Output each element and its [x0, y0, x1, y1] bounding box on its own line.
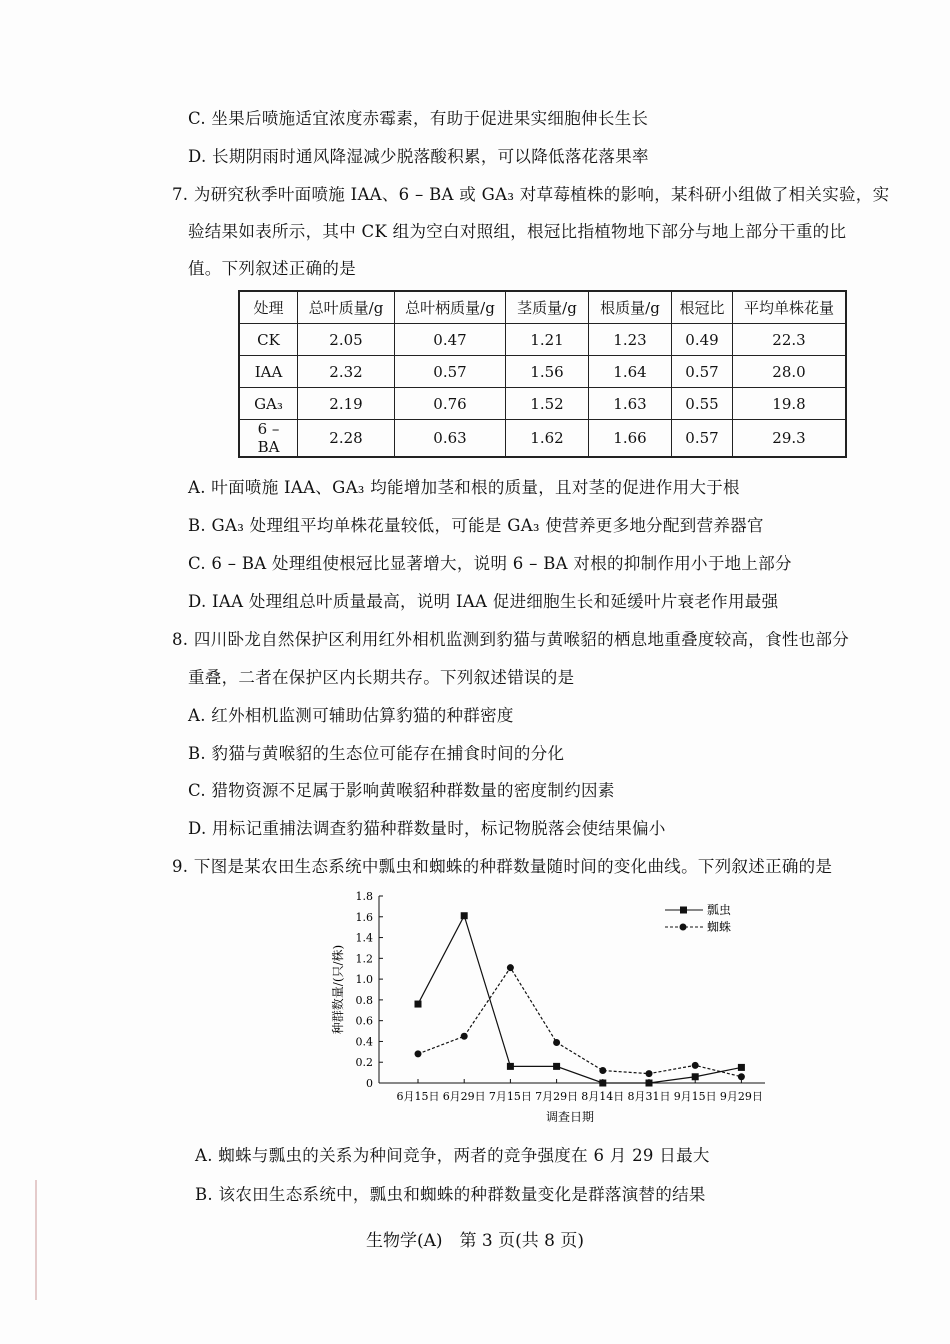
- table-cell: 0.49: [672, 324, 733, 356]
- th: 总叶柄质量/g: [395, 291, 506, 324]
- table-cell: GA₃: [239, 388, 298, 420]
- q8-option-c: C. 猎物资源不足属于影响黄喉貂种群数量的密度制约因素: [188, 781, 615, 800]
- data-point-circle: [738, 1073, 745, 1080]
- y-tick-label: 0.6: [355, 1014, 373, 1028]
- table-row: [239, 356, 846, 388]
- q7-stem-2: 验结果如表所示，其中 CK 组为空白对照组，根冠比指植物地下部分与地上部分干重的比: [188, 222, 847, 241]
- th: 茎质量/g: [506, 291, 589, 324]
- data-point-circle: [507, 964, 514, 971]
- q9-option-b: B. 该农田生态系统中，瓢虫和蜘蛛的种群数量变化是群落演替的结果: [195, 1185, 706, 1204]
- table-cell: IAA: [239, 356, 298, 388]
- x-tick-label: 8月14日: [581, 1090, 625, 1103]
- th: 根质量/g: [589, 291, 672, 324]
- data-point-square: [599, 1080, 606, 1087]
- table-row: [239, 388, 846, 420]
- table-cell: 0.57: [672, 356, 733, 388]
- y-tick-label: 1.2: [355, 952, 373, 966]
- q9-stem: 9. 下图是某农田生态系统中瓢虫和蜘蛛的种群数量随时间的变化曲线。下列叙述正确的是: [172, 857, 833, 876]
- q7-option-a: A. 叶面喷施 IAA、GA₃ 均能增加茎和根的质量，且对茎的促进作用大于根: [188, 478, 740, 497]
- legend-square-icon: [680, 907, 687, 914]
- y-axis-label: 种群数量/(只/株): [331, 944, 345, 1035]
- q6-option-d: D. 长期阴雨时通风降湿减少脱落酸积累，可以降低落花落果率: [188, 147, 649, 166]
- table-cell: 2.19: [298, 388, 395, 420]
- x-tick-label: 6月15日: [396, 1090, 440, 1103]
- q8-stem: 8. 四川卧龙自然保护区利用红外相机监测到豹猫与黄喉貂的栖息地重叠度较高，食性也部分: [172, 630, 850, 649]
- series-line-0: [418, 916, 741, 1083]
- table-cell: CK: [239, 324, 298, 356]
- x-tick-label: 9月15日: [673, 1090, 717, 1103]
- q7-option-d: D. IAA 处理组总叶质量最高，说明 IAA 促进细胞生长和延缓叶片衰老作用最强: [188, 592, 779, 611]
- y-tick-label: 1.6: [355, 910, 373, 924]
- table-cell: 0.76: [395, 388, 506, 420]
- th: 平均单株花量: [733, 291, 847, 324]
- population-line-chart: [320, 880, 770, 1130]
- table-cell: 1.66: [589, 420, 672, 458]
- x-tick-label: 7月29日: [535, 1090, 579, 1103]
- table-cell: 28.0: [733, 356, 847, 388]
- table-cell: 1.23: [589, 324, 672, 356]
- data-point-circle: [461, 1033, 468, 1040]
- q7-stem-3: 值。下列叙述正确的是: [188, 259, 356, 278]
- y-tick-label: 1.0: [355, 973, 373, 987]
- table-cell: 0.57: [395, 356, 506, 388]
- table-cell: 0.57: [672, 420, 733, 458]
- q6-option-c: C. 坐果后喷施适宜浓度赤霉素，有助于促进果实细胞伸长生长: [188, 109, 649, 128]
- x-tick-label: 9月29日: [719, 1090, 763, 1103]
- y-tick-label: 1.4: [355, 931, 373, 945]
- data-point-circle: [599, 1067, 606, 1074]
- table-cell: 29.3: [733, 420, 847, 458]
- data-point-square: [415, 1001, 422, 1008]
- data-point-circle: [415, 1050, 422, 1057]
- series-line-1: [418, 968, 741, 1077]
- table-cell: 6 – BA: [239, 420, 298, 458]
- table-cell: 19.8: [733, 388, 847, 420]
- data-point-square: [553, 1063, 560, 1070]
- table-cell: 1.56: [506, 356, 589, 388]
- table-row: [239, 420, 846, 458]
- y-tick-label: 0.2: [355, 1056, 373, 1070]
- q8-option-d: D. 用标记重捕法调查豹猫种群数量时，标记物脱落会使结果偏小: [188, 819, 666, 838]
- x-tick-label: 8月31日: [627, 1090, 671, 1103]
- table-cell: 1.52: [506, 388, 589, 420]
- data-point-circle: [553, 1039, 560, 1046]
- legend-label: 蜘蛛: [707, 920, 732, 934]
- q8-option-b: B. 豹猫与黄喉貂的生态位可能存在捕食时间的分化: [188, 744, 565, 763]
- y-tick-label: 0.8: [355, 993, 373, 1007]
- x-tick-label: 6月29日: [442, 1090, 486, 1103]
- table-cell: 0.55: [672, 388, 733, 420]
- data-point-square: [507, 1063, 514, 1070]
- q8-stem-2: 重叠，二者在保护区内长期共存。下列叙述错误的是: [188, 668, 575, 687]
- data-point-square: [646, 1080, 653, 1087]
- table-cell: 1.21: [506, 324, 589, 356]
- legend-circle-icon: [680, 924, 687, 931]
- table-cell: 2.32: [298, 356, 395, 388]
- y-tick-label: 0.4: [355, 1035, 373, 1049]
- table-cell: 2.05: [298, 324, 395, 356]
- x-tick-label: 7月15日: [488, 1090, 532, 1103]
- data-point-circle: [692, 1062, 699, 1069]
- table-cell: 2.28: [298, 420, 395, 458]
- x-axis-label: 调查日期: [545, 1110, 595, 1124]
- data-point-square: [692, 1073, 699, 1080]
- q7-option-c: C. 6 – BA 处理组使根冠比显著增大，说明 6 – BA 对根的抑制作用小于地上部分: [188, 554, 792, 573]
- q8-option-a: A. 红外相机监测可辅助估算豹猫的种群密度: [188, 706, 514, 725]
- table-cell: 1.63: [589, 388, 672, 420]
- y-tick-label: 0: [366, 1077, 373, 1090]
- page-footer: 生物学(A) 第 3 页(共 8 页): [365, 1231, 585, 1251]
- legend-label: 瓢虫: [707, 903, 732, 917]
- data-point-square: [738, 1064, 745, 1071]
- table-row: [239, 324, 846, 356]
- q7-option-b: B. GA₃ 处理组平均单株花量较低，可能是 GA₃ 使营养更多地分配到营养器官: [188, 516, 764, 535]
- data-point-square: [461, 912, 468, 919]
- table-cell: 1.62: [506, 420, 589, 458]
- table-cell: 0.47: [395, 324, 506, 356]
- table-cell: 0.63: [395, 420, 506, 458]
- th: 根冠比: [672, 291, 733, 324]
- th: 总叶质量/g: [298, 291, 395, 324]
- q7-stem: 7. 为研究秋季叶面喷施 IAA、6 – BA 或 GA₃ 对草莓植株的影响，某科研小组做了相关实验，实: [172, 185, 890, 204]
- th: 处理: [239, 291, 298, 324]
- results-table: [238, 290, 847, 458]
- data-point-circle: [646, 1070, 653, 1077]
- q9-option-a: A. 蜘蛛与瓢虫的关系为种间竞争，两者的竞争强度在 6 月 29 日最大: [195, 1146, 710, 1165]
- table-cell: 22.3: [733, 324, 847, 356]
- table-cell: 1.64: [589, 356, 672, 388]
- y-tick-label: 1.8: [355, 890, 373, 903]
